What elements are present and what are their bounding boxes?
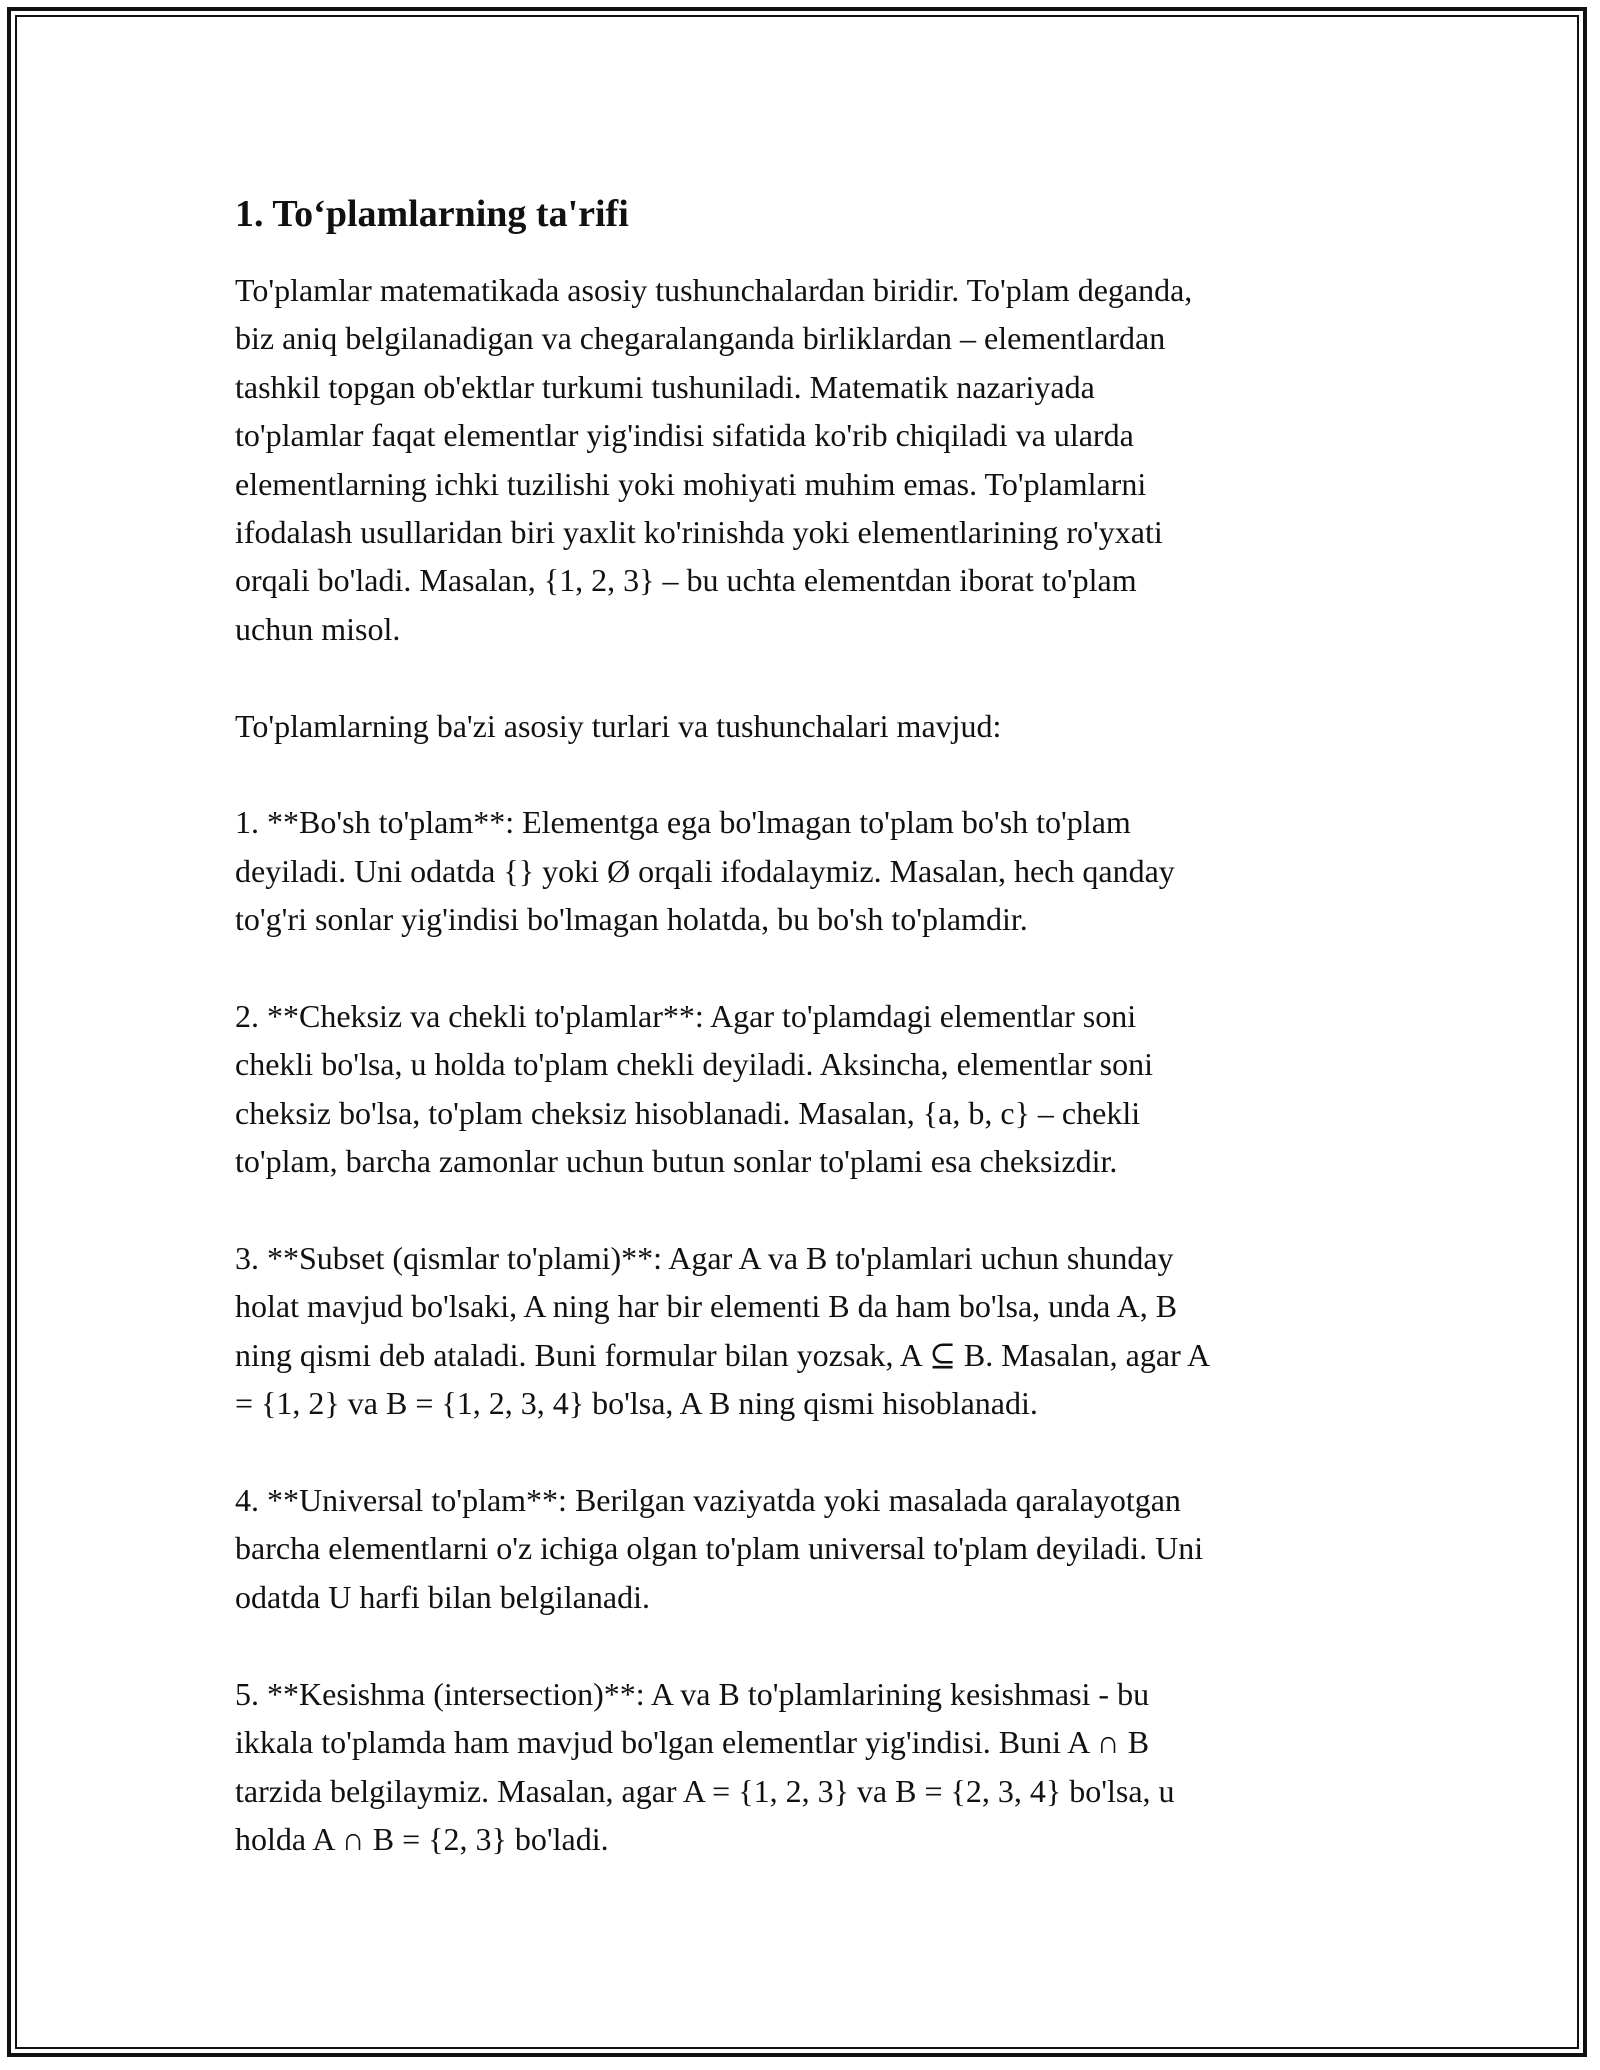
list-item-intersection: 5. **Kesishma (intersection)**: A va B to'plamlarining kesishmasi - bu ikkala to'plamda ham mavjud bo'lgan elementlar yig'indisi. Buni A ∩ B tarzida belgilaymiz. Masalan, agar A = {1, 2, 3} va B = {2, 3, 4} bo'lsa, u holda A ∩ B = {2, 3} bo'ladi. [235,1675,1175,1857]
list-item-universal-set: 4. **Universal to'plam**: Berilgan vaziyatda yoki masalada qaralayotgan barcha elementlarni o'z ichiga olgan to'plam universal to'plam deyiladi. Uni odatda U harfi bilan belgilanadi. [235,1482,1204,1615]
list-item-finite-infinite-sets: 2. **Cheksiz va chekli to'plamlar**: Agar to'plamdagi elementlar soni chekli bo'lsa, u holda to'plam chekli deyiladi. Aksincha, elementlar soni cheksiz bo'lsa, to'plam cheksiz hisoblanadi. Masalan, {a, b, c} – chekli to'plam, barcha zamonlar uchun butun sonlar to'plami esa cheksizdir. [235,998,1153,1180]
paragraph-intro: To'plamlar matematikada asosiy tushunchalardan biridir. To'plam deganda, biz aniq belgilanadigan va chegaralanganda birliklardan – elementlardan tashkil topgan ob'ektlar turkumi tushuniladi. Matematik nazariyada to'plamlar faqat elementlar yig'indisi sifatida ko'rib chiqiladi va ularda elementlarning ichki tuzilishi yoki mohiyati muhim emas. To'plamlarni ifodalash usullaridan biri yaxlit ko'rinishda yoki elementlarining ro'yxati orqali bo'ladi. Masalan, {1, 2, 3} – bu uchta elementdan iborat to'plam uchun misol. [235,272,1193,647]
section-heading: 1. To‘plamlarning ta'rifi [235,193,629,235]
list-item-empty-set: 1. **Bo'sh to'plam**: Elementga ega bo'lmagan to'plam bo'sh to'plam deyiladi. Uni odatda {} yoki Ø orqali ifodalaymiz. Masalan, hech qanday to'g'ri sonlar yig'indisi bo'lmagan holatda, bu bo'sh to'plamdir. [235,804,1175,938]
paragraph-types-lead: To'plamlarning ba'zi asosiy turlari va tushunchalari mavjud: [235,707,1002,744]
document-body [235,190,1365,1912]
list-item-subset: 3. **Subset (qismlar to'plami)**: Agar A va B to'plamlari uchun shunday holat mavjud bo'lsaki, A ning har bir elementi B da ham bo'lsa, unda A, B ning qismi deb ataladi. Buni formular bilan yozsak, A ⊆ B. Masalan, agar A = {1, 2} va B = {1, 2, 3, 4} bo'lsa, A B ning qismi hisoblanadi. [235,1240,1211,1422]
